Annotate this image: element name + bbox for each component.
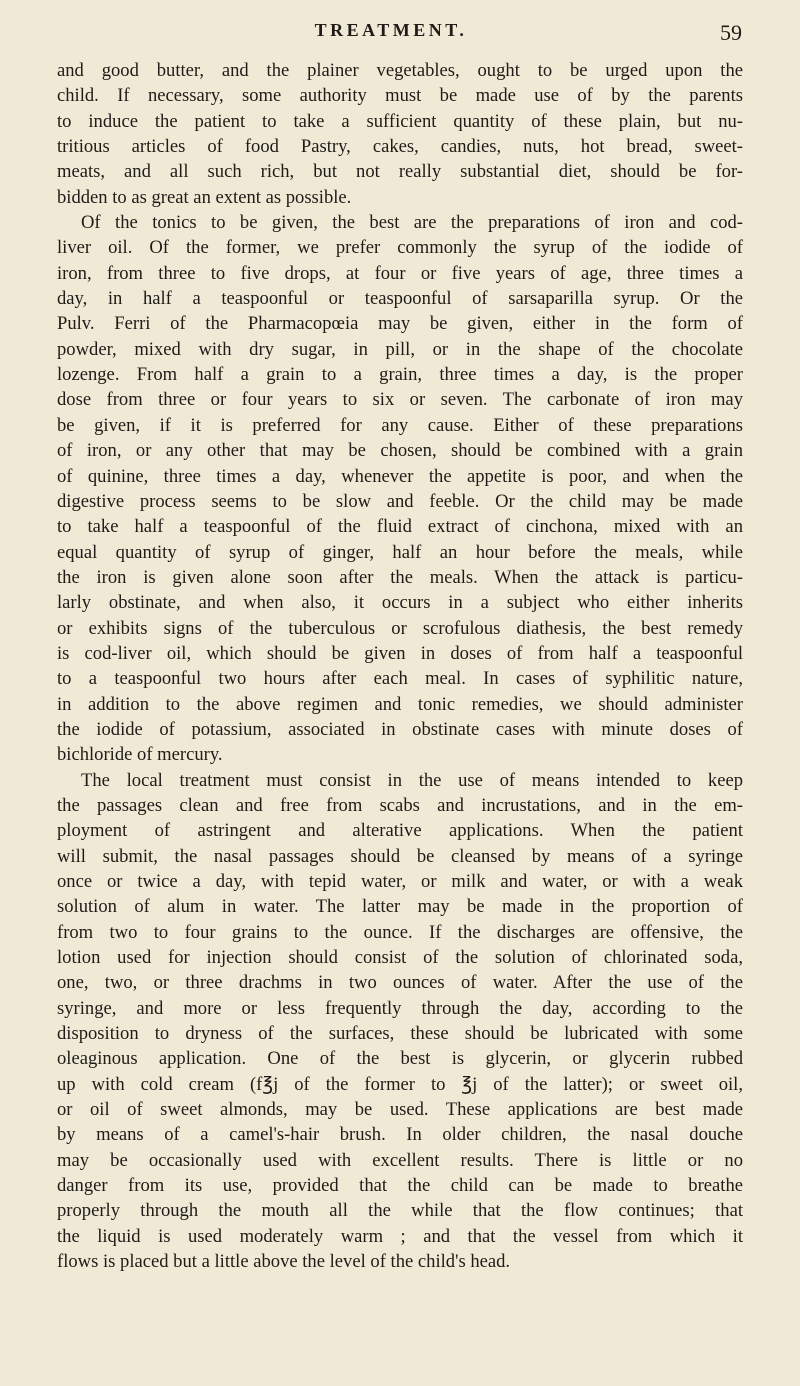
text-line: syringe, and more or less frequently through the day, according to the: [57, 997, 743, 1019]
text-line: oleaginous application. One of the best is glycerin, or glycerin rubbed: [57, 1048, 743, 1070]
text-line: Pulv. Ferri of the Pharmacopœia may be given, either in the form of: [57, 313, 743, 335]
text-line: larly obstinate, and when also, it occurs in a subject who either inherits: [57, 592, 743, 614]
text-line: of iron, or any other that may be chosen, should be combined with a grain: [57, 440, 743, 462]
text-line: is cod-liver oil, which should be given in doses of from half a teaspoonful: [57, 642, 743, 664]
text-line: from two to four grains to the ounce. If the discharges are offensive, the: [57, 921, 743, 943]
text-line: child. If necessary, some authority must be made use of by the parents: [57, 85, 743, 107]
text-line: the iron is given alone soon after the meals. When the attack is particu-: [57, 566, 743, 588]
text-line: to induce the patient to take a sufficient quantity of these plain, but nu-: [57, 110, 743, 132]
text-line: liver oil. Of the former, we prefer commonly the syrup of the iodide of: [57, 237, 743, 259]
text-line: equal quantity of syrup of ginger, half an hour before the meals, while: [57, 541, 743, 563]
text-line: or exhibits signs of the tuberculous or scrofulous diathesis, the best remedy: [57, 617, 743, 639]
text-line: Of the tonics to be given, the best are the preparations of iron and cod-: [81, 212, 743, 234]
text-line: properly through the mouth all the while that the flow continues; that: [57, 1200, 743, 1222]
text-line: disposition to dryness of the surfaces, these should be lubricated with some: [57, 1023, 743, 1045]
text-line: solution of alum in water. The latter may be made in the proportion of: [57, 896, 743, 918]
text-line: day, in half a teaspoonful or teaspoonful of sarsaparilla syrup. Or the: [57, 288, 743, 310]
text-line: tritious articles of food Pastry, cakes, candies, nuts, hot bread, sweet-: [57, 136, 743, 158]
text-line: may be occasionally used with excellent results. There is little or no: [57, 1149, 743, 1171]
text-line: dose from three or four years to six or seven. The carbonate of iron may: [57, 389, 743, 411]
text-line: will submit, the nasal passages should be cleansed by means of a syringe: [57, 845, 743, 867]
text-line: digestive process seems to be slow and feeble. Or the child may be made: [57, 490, 743, 512]
body-text: [57, 58, 743, 1275]
text-line: to take half a teaspoonful of the fluid extract of cinchona, mixed with an: [57, 516, 743, 538]
text-line: bidden to as great an extent as possible.: [57, 186, 352, 208]
text-line: be given, if it is preferred for any cause. Either of these preparations: [57, 414, 743, 436]
text-line: one, two, or three drachms in two ounces of water. After the use of the: [57, 972, 743, 994]
text-line: The local treatment must consist in the use of means intended to keep: [81, 769, 743, 791]
text-line: the iodide of potassium, associated in obstinate cases with minute doses of: [57, 718, 743, 740]
text-line: the liquid is used moderately warm ; and that the vessel from which it: [57, 1225, 743, 1247]
text-line: flows is placed but a little above the level of the child's head.: [57, 1251, 511, 1273]
text-line: powder, mixed with dry sugar, in pill, or in the shape of the chocolate: [57, 338, 743, 360]
text-line: lozenge. From half a grain to a grain, three times a day, is the proper: [57, 364, 743, 386]
text-line: meats, and all such rich, but not really substantial diet, should be for-: [57, 161, 743, 183]
text-line: the passages clean and free from scabs and incrustations, and in the em-: [57, 794, 743, 816]
text-line: to a teaspoonful two hours after each meal. In cases of syphilitic nature,: [57, 668, 743, 690]
text-line: iron, from three to five drops, at four or five years of age, three times a: [57, 262, 743, 284]
running-title: TREATMENT.: [314, 20, 468, 40]
text-line: once or twice a day, with tepid water, or milk and water, or with a weak: [57, 871, 743, 892]
text-line: ployment of astringent and alterative applications. When the patient: [57, 820, 743, 842]
text-line: lotion used for injection should consist of the solution of chlorinated soda,: [57, 947, 743, 969]
text-line: of quinine, three times a day, whenever the appetite is poor, and when the: [57, 465, 743, 487]
text-line: danger from its use, provided that the child can be made to breathe: [57, 1175, 743, 1197]
running-header: [40, 20, 742, 46]
page-number: 59: [720, 20, 742, 45]
text-line: bichloride of mercury.: [57, 744, 223, 766]
text-line: and good butter, and the plainer vegetables, ought to be urged upon the: [57, 60, 743, 81]
text-line: by means of a camel's-hair brush. In older children, the nasal douche: [57, 1124, 743, 1146]
text-line: or oil of sweet almonds, may be used. These applications are best made: [57, 1099, 743, 1121]
text-line: in addition to the above regimen and tonic remedies, we should administer: [57, 693, 743, 715]
text-line: up with cold cream (f℥j of the former to ℥j of the latter); or sweet oil,: [57, 1073, 743, 1095]
